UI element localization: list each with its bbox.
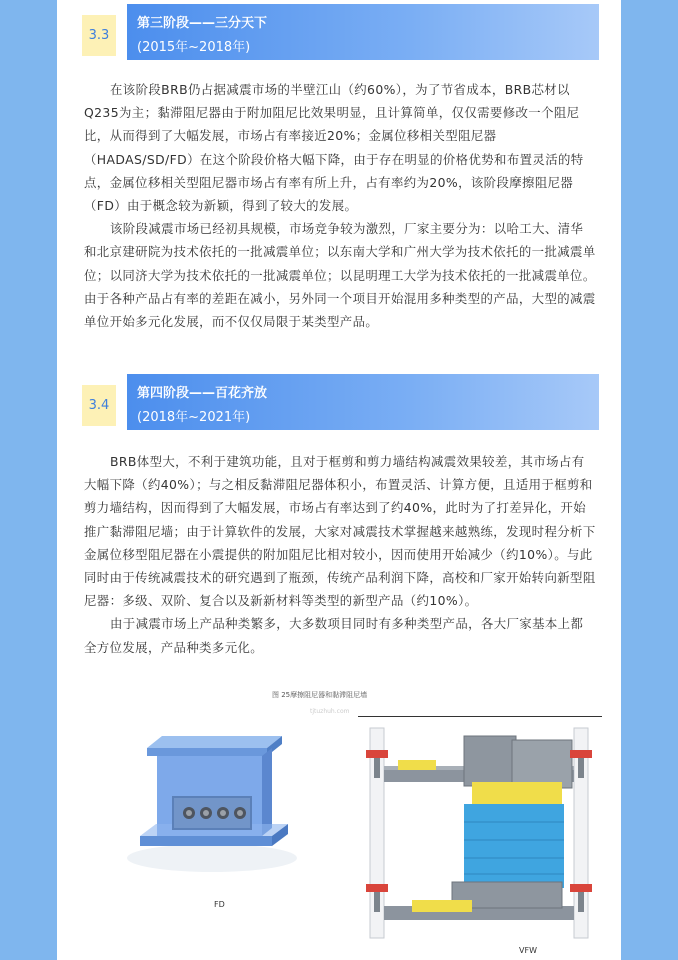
section-title: 第四阶段——百花齐放 [137,386,268,401]
paragraph: 在该阶段BRB仍占据减震市场的半壁江山（约60%），为了节省成本，BRB芯材以Q235为主；黏滞阻尼器由于附加阻尼比效果明显，且计算简单，仅仅需要修改一个阻尼比，从而得到了大幅发展，市场占有率接近20%；金属位移相关型阻尼器（HADAS/SD/FD）在这个阶段价格大幅下降，由于存在明显的价格优势和布置灵活的特点，金属位移相关型阻尼器市场占有率有所上升，占有率约为20%，该阶段摩擦阻尼器（FD）由于概念较为新颖，得到了较大的发展。 [84,82,584,214]
section-header-3-4 [82,374,599,434]
figure-dampers [72,688,602,960]
section-years: (2015年~2018年) [137,40,251,55]
fd-label: FD [214,900,225,909]
viscous-damping-wall-icon [352,722,602,940]
figure-rule [358,716,602,717]
section-number: 3.4 [82,385,116,426]
vfw-label: VFW [519,946,537,955]
paragraph: 该阶段减震市场已经初具规模，市场竞争较为激烈，厂家主要分为：以哈工大、清华和北京建研院为技术依托的一批减震单位；以东南大学和广州大学为技术依托的一批减震单位；以同济大学为技术依托的一批减震单位；以昆明理工大学为技术依托的一批减震单位。 [84,221,596,283]
section-years: (2018年~2021年) [137,410,251,425]
section-3-3-body [84,78,596,333]
section-title-band [127,4,599,60]
section-3-4-body [84,450,596,659]
watermark: tjtuzhuh.com [310,708,350,715]
section-title-band [127,374,599,430]
section-title: 第三阶段——三分天下 [137,16,268,31]
paragraph: BRB体型大，不利于建筑功能，且对于框剪和剪力墙结构减震效果较差，其市场占有大幅下降（约40%）；与之相反黏滞阻尼器体积小，布置灵活、计算方便，且适用于框剪和剪力墙结构，因而得到了大幅发展，市场占有率达到了约40%，此时为了打差异化，开始推广黏滞阻尼墙；由于计算软件的发展，大家对减震技术掌握越来越熟练，发现时程分析下金属位移型阻尼器在小震提供的附加阻尼比相对较小，因而使用开始减少（约10%）。与此同时由于传统减震技术的研究遇到了瓶颈，传统产品利润下降，高校和厂家开始转向新型阻尼器：多级、双阶、复合以及新新材料等类型的新型产品（约10%）。 [84,454,596,609]
paragraph: 由于减震市场上产品种类繁多，大多数项目同时有多种类型产品，各大厂家基本上都全方位发展，产品种类多元化。 [84,616,584,655]
figure-caption: 图 25摩擦阻尼器和黏滞阻尼墙 [272,691,368,699]
section-number: 3.3 [82,15,116,56]
section-header-3-3 [82,4,599,64]
paragraph: 由于各种产品占有率的差距在减小，另外同一个项目开始混用多种类型的产品，大型的减震单位开始多元化发展，而不仅仅局限于某类型产品。 [84,290,596,330]
friction-damper-icon [112,718,302,883]
article-card [57,0,621,960]
